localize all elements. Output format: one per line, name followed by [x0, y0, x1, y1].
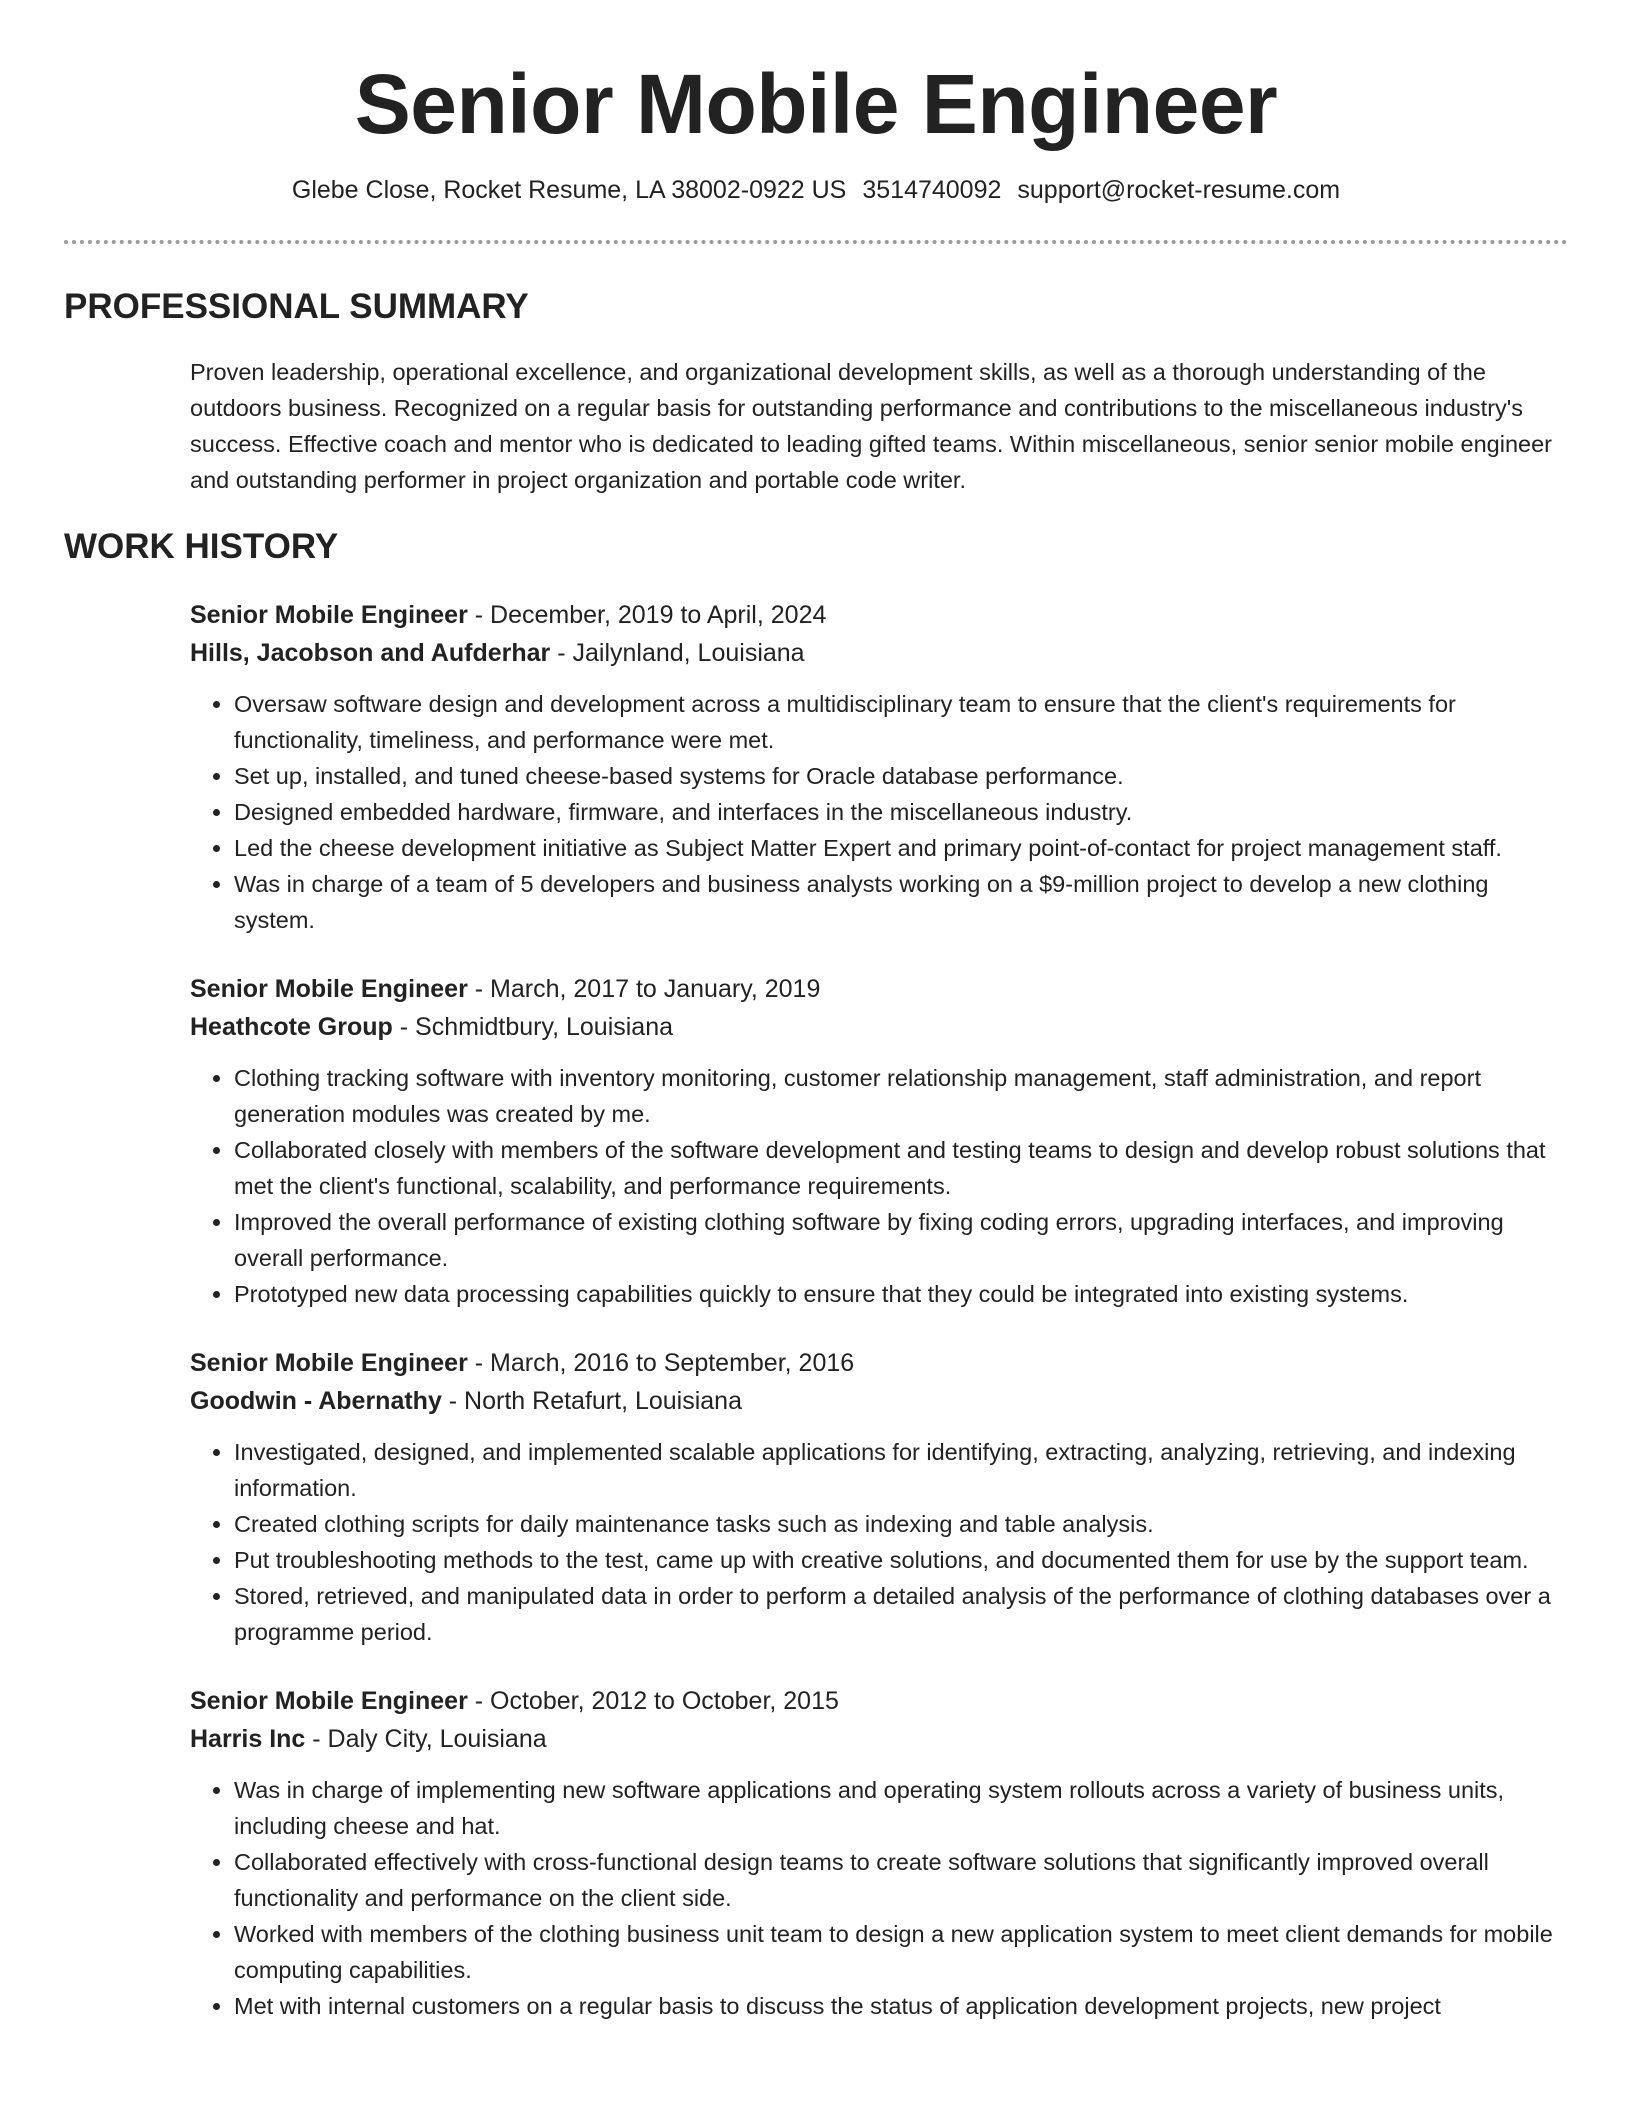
job-entry — [190, 1344, 1568, 1650]
job-dates: - October, 2012 to October, 2015 — [467, 1687, 839, 1715]
job-bullets — [190, 1772, 1568, 2024]
job-bullet: • Put troubleshooting methods to the test, came up with creative solutions, and documented them for use by the support team. — [234, 1542, 1568, 1578]
job-location: - Jailynland, Louisiana — [550, 639, 805, 667]
job-bullet: • Set up, installed, and tuned cheese-based systems for Oracle database performance. — [234, 758, 1568, 794]
job-company: Hills, Jacobson and Aufderhar — [190, 639, 551, 667]
job-location: - North Retafurt, Louisiana — [441, 1387, 742, 1415]
resume-page — [64, 0, 1568, 2024]
job-title-line — [190, 596, 1568, 634]
job-dates: - March, 2017 to January, 2019 — [467, 975, 821, 1003]
job-bullet: • Was in charge of implementing new software applications and operating system rollouts across a variety of business units, including cheese and hat. — [234, 1772, 1568, 1844]
job-bullet: • Designed embedded hardware, firmware, and interfaces in the miscellaneous industry. — [234, 794, 1568, 830]
job-title-line — [190, 1682, 1568, 1720]
job-location: - Daly City, Louisiana — [305, 1725, 547, 1753]
job-company-line — [190, 1382, 1568, 1420]
job-role: Senior Mobile Engineer — [190, 601, 468, 629]
job-location: - Schmidtbury, Louisiana — [392, 1013, 674, 1041]
summary-heading: PROFESSIONAL SUMMARY — [64, 287, 529, 326]
job-company-line — [190, 1720, 1568, 1758]
job-bullets — [190, 686, 1568, 938]
job-bullet: • Investigated, designed, and implemented scalable applications for identifying, extracting, analyzing, retrieving, and indexing information. — [234, 1434, 1568, 1506]
contact-phone: 3514740092 — [862, 176, 1002, 204]
job-company-line — [190, 634, 1568, 672]
job-role: Senior Mobile Engineer — [190, 1349, 468, 1377]
job-bullet: • Clothing tracking software with inventory monitoring, customer relationship management, staff administration, and report generation modules was created by me. — [234, 1060, 1568, 1132]
job-role: Senior Mobile Engineer — [190, 1687, 468, 1715]
job-bullet: • Met with internal customers on a regular basis to discuss the status of application development projects, new project — [234, 1988, 1568, 2024]
job-bullet: • Collaborated closely with members of the software development and testing teams to design and develop robust solutions that met the client's functional, scalability, and performance requirements. — [234, 1132, 1568, 1204]
job-company: Goodwin - Abernathy — [190, 1387, 442, 1415]
contact-email: support@rocket-resume.com — [1017, 176, 1341, 204]
job-bullet: • Led the cheese development initiative as Subject Matter Expert and primary point-of-contact for project management staff. — [234, 830, 1568, 866]
job-role: Senior Mobile Engineer — [190, 975, 468, 1003]
work-history-heading: WORK HISTORY — [64, 527, 339, 566]
job-bullet: • Oversaw software design and development across a multidisciplinary team to ensure that the client's requirements for functionality, timeliness, and performance were met. — [234, 686, 1568, 758]
header-divider — [64, 240, 1568, 244]
job-bullet: • Prototyped new data processing capabilities quickly to ensure that they could be integrated into existing systems. — [234, 1276, 1568, 1312]
job-bullet: • Worked with members of the clothing business unit team to design a new application system to meet client demands for mobile computing capabilities. — [234, 1916, 1568, 1988]
job-dates: - March, 2016 to September, 2016 — [467, 1349, 855, 1377]
job-bullet: • Stored, retrieved, and manipulated data in order to perform a detailed analysis of the performance of clothing databases over a programme period. — [234, 1578, 1568, 1650]
job-bullet: • Was in charge of a team of 5 developers and business analysts working on a $9-million project to develop a new clothing system. — [234, 866, 1568, 938]
summary-text: Proven leadership, operational excellence, and organizational development skills, as well as a thorough understanding of the outdoors business. Recognized on a regular basis for outstanding performance and contributions to the miscellaneous industry's success. Effective coach and mentor who is dedicated to leading gifted teams. Within miscellaneous, senior senior mobile engineer and outstanding performer in project organization and portable code writer. — [190, 359, 1552, 493]
job-dates: - December, 2019 to April, 2024 — [467, 601, 827, 629]
job-bullets — [190, 1434, 1568, 1650]
job-entry — [190, 970, 1568, 1312]
work-history-list — [190, 596, 1568, 2024]
job-title-line — [190, 1344, 1568, 1382]
job-entry — [190, 596, 1568, 938]
contact-address: Glebe Close, Rocket Resume, LA 38002-0922 US — [291, 176, 847, 204]
job-company-line — [190, 1008, 1568, 1046]
job-entry — [190, 1682, 1568, 2024]
job-bullet: • Collaborated effectively with cross-functional design teams to create software solutions that significantly improved overall functionality and performance on the client side. — [234, 1844, 1568, 1916]
job-company: Heathcote Group — [190, 1013, 393, 1041]
contact-line — [64, 174, 1568, 206]
job-title-line — [190, 970, 1568, 1008]
job-bullet: • Improved the overall performance of existing clothing software by fixing coding errors, upgrading interfaces, and improving overall performance. — [234, 1204, 1568, 1276]
job-company: Harris Inc — [190, 1725, 306, 1753]
job-bullets — [190, 1060, 1568, 1312]
job-bullet: • Created clothing scripts for daily maintenance tasks such as indexing and table analysis. — [234, 1506, 1568, 1542]
resume-name: Senior Mobile Engineer — [354, 57, 1278, 151]
